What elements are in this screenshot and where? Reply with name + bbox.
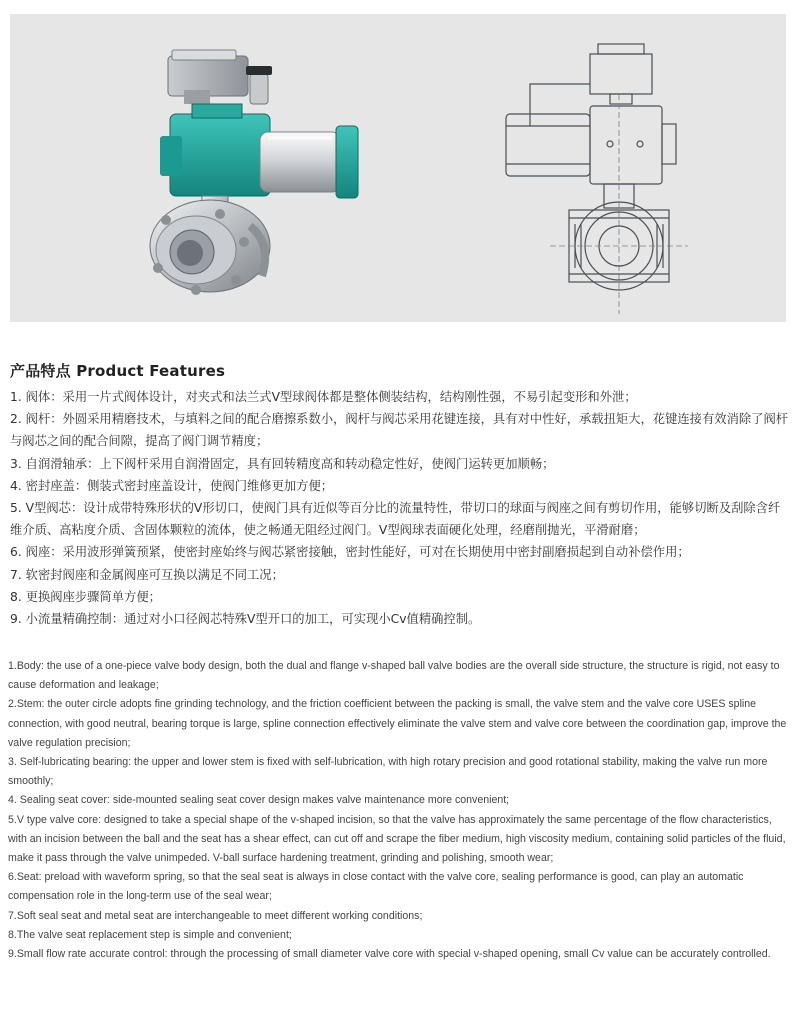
feature-cn-item: 3. 自润滑轴承：上下阀杆采用自润滑固定，具有回转精度高和转动稳定性好，使阀门运转更加顺畅；	[10, 456, 555, 471]
feature-cn-item: 6. 阀座：采用波形弹簧预紧，使密封座始终与阀芯紧密接触，密封性能好，可对在长期使用中密封副磨损起到自动补偿作用；	[10, 545, 690, 560]
feature-cn-item: 8. 更换阀座步骤简单方便；	[10, 589, 161, 604]
feature-cn-item: 2. 阀杆：外圆采用精磨技术，与填料之间的配合磨擦系数小，阀杆与阀芯采用花键连接，具有对中性好，承载扭矩大，花键连接有效消除了阀杆与阀芯之间的配合间隙，提高了阀门调节精度；	[10, 412, 789, 449]
feature-cn-item: 4. 密封座盖：侧装式密封座盖设计，使阀门维修更加方便；	[10, 478, 334, 493]
feature-cn-item: 9. 小流量精确控制：通过对小口径阀芯特殊V型开口的加工，可实现小Cv值精确控制。	[10, 612, 481, 627]
feature-en-item: 5.V type valve core: designed to take a special shape of the v-shaped incision, so that the valve has approximately the same percentage of the flow characteristics, with an incision between the ball and the seat has a shear effect, can cut off and scrape the fiber medium, high viscosity medium, containing solid particles of the fluid, make it pass through the valve unimpeded. V-ball surface hardening treatment, grinding and polishing, smooth wear;	[8, 813, 786, 865]
features-en-list	[8, 657, 790, 964]
feature-cn-item: 7. 软密封阀座和金属阀座可互换以满足不同工况；	[10, 567, 284, 582]
feature-en-item: 4. Sealing seat cover: side-mounted sealing seat cover design makes valve maintenance more convenient;	[8, 794, 510, 807]
feature-en-item: 2.Stem: the outer circle adopts fine grinding technology, and the friction coefficient between the packing is small, the valve stem and the valve core USES spline connection, with good neutral, bearing torque is large, spline connection effectively eliminate the valve stem and valve core between the coordination gap, improve the valve regulation precision;	[8, 698, 787, 749]
feature-en-item: 6.Seat: preload with waveform spring, so that the seal seat is always in close contact with the valve core, sealing performance is good, can play an automatic compensation role in the long-term use of the seal wear;	[8, 871, 744, 903]
feature-en-item: 8.The valve seat replacement step is simple and convenient;	[8, 928, 292, 941]
features-cn-list	[10, 386, 790, 630]
feature-en-item: 3. Self-lubricating bearing: the upper and lower stem is fixed with self-lubrication, with high rotary precision and good rotational stability, making the valve run more smoothly;	[8, 756, 768, 788]
feature-cn-item: 5. V型阀芯：设计成带特殊形状的V形切口，使阀门具有近似等百分比的流量特性，带切口的球面与阀座之间有剪切作用，能够切断及刮除含纤维介质、高粘度介质、含固体颗粒的流体，使之畅通无阻经过阀门。V型阀球表面硬化处理，经磨削抛光，平滑耐磨；	[10, 501, 781, 538]
feature-en-item: 9.Small flow rate accurate control: through the processing of small diameter valve core with special v-shaped opening, small Cv value can be accurately controlled.	[8, 948, 771, 961]
valve-photo	[150, 50, 358, 295]
feature-en-item: 7.Soft seal seat and metal seat are interchangeable to meet different working conditions;	[8, 909, 423, 922]
feature-en-item: 1.Body: the use of a one-piece valve body design, both the dual and flange v-shaped ball valve bodies are the overall side structure, the structure is rigid, not easy to cause deformation and leakage;	[8, 660, 780, 692]
valve-drawing	[506, 44, 688, 314]
product-hero-image	[10, 14, 786, 322]
section-heading: 产品特点 Product Features	[10, 362, 226, 380]
feature-cn-item: 1. 阀体：采用一片式阀体设计，对夹式和法兰式V型球阀体都是整体侧装结构，结构刚性强，不易引起变形和外泄；	[10, 390, 637, 404]
